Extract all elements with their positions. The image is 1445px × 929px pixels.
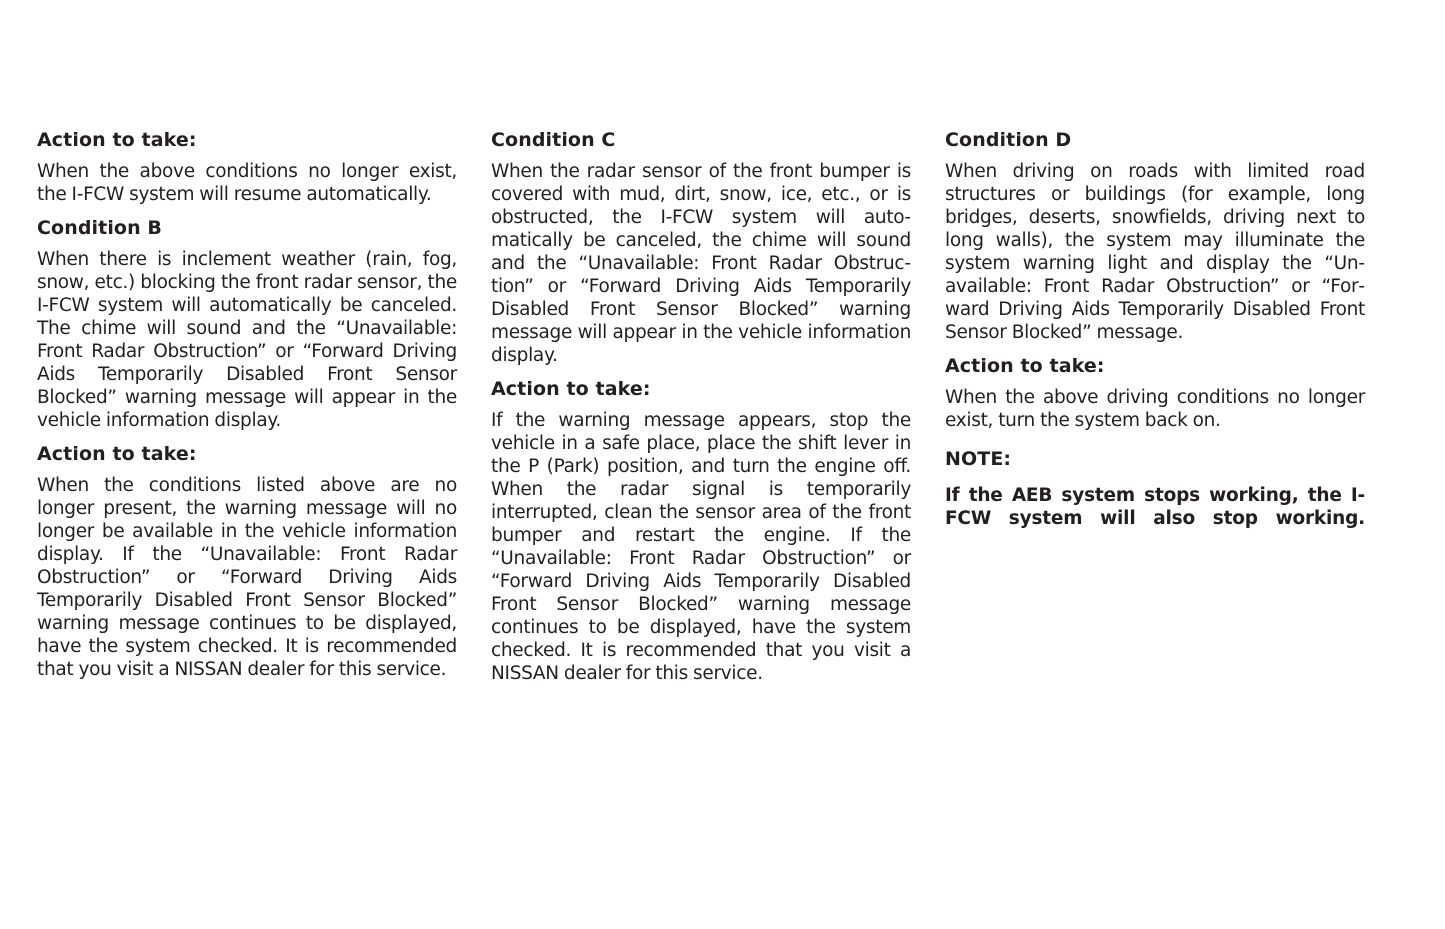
section-paragraph: When the radar sensor of the front bumper is covered with mud, dirt, snow, ice, etc., or is obstructed, the I-FCW system will automatically be canceled, the chime will sound and the “Unavailable: Front Radar Obstruction” or “Forward Driving Aids Temporarily Disabled Front Sensor Blocked” warning message will appear in the vehicle information display.: [491, 161, 911, 366]
section-heading: Action to take:: [37, 129, 197, 151]
section-paragraph: When there is inclement weather (rain, fog, snow, etc.) blocking the front radar sensor, the I-FCW system will automatically be canceled. The chime will sound and the “Unavailable: Front Radar Obstruction” or “Forward Driving Aids Temporarily Disabled Front Sensor Blocked” warning message will appear in the vehicle information display.: [37, 249, 457, 431]
note-heading: NOTE:: [945, 448, 1012, 470]
section-paragraph: When the conditions listed above are no longer present, the warning message will no longer be available in the vehicle information display. If the “Unavailable: Front Radar Obstruction” or “Forward Driving Aids Temporarily Disabled Front Sensor Blocked” warning message continues to be displayed, have the system checked. It is recommended that you visit a NISSAN dealer for this service.: [37, 475, 457, 680]
section-heading: Condition C: [491, 129, 616, 151]
section-heading: Condition B: [37, 217, 163, 239]
column-2: [491, 127, 911, 694]
section-paragraph: When the above driving conditions no longer exist, turn the system back on.: [945, 387, 1365, 431]
section-heading: Condition D: [945, 129, 1072, 151]
section-paragraph: When the above conditions no longer exist, the I-FCW system will resume automatically.: [37, 161, 457, 205]
section-paragraph: If the warning message appears, stop the vehicle in a safe place, place the shift lever in the P (Park) position, and turn the engine off. When the radar signal is temporarily interrupted, clean the sensor area of the front bumper and restart the engine. If the “Unavailable: Front Radar Obstruction” or “Forward Driving Aids Temporarily Disabled Front Sensor Blocked” warning message continues to be displayed, have the system checked. It is recommended that you visit a NISSAN dealer for this service.: [491, 410, 911, 684]
section-paragraph: When driving on roads with limited road structures or buildings (for example, long bridges, deserts, snowfields, driving next to long walls), the system may illuminate the system warning light and display the “Unavailable: Front Radar Obstruction” or “Forward Driving Aids Temporarily Disabled Front Sensor Blocked” message.: [945, 161, 1365, 343]
section-heading: Action to take:: [37, 443, 197, 465]
column-3: [945, 127, 1365, 530]
section-heading: Action to take:: [945, 355, 1105, 377]
note-text: If the AEB system stops working, the I-FCW system will also stop working.: [945, 485, 1365, 529]
section-heading: Action to take:: [491, 378, 651, 400]
column-1: [37, 127, 457, 690]
